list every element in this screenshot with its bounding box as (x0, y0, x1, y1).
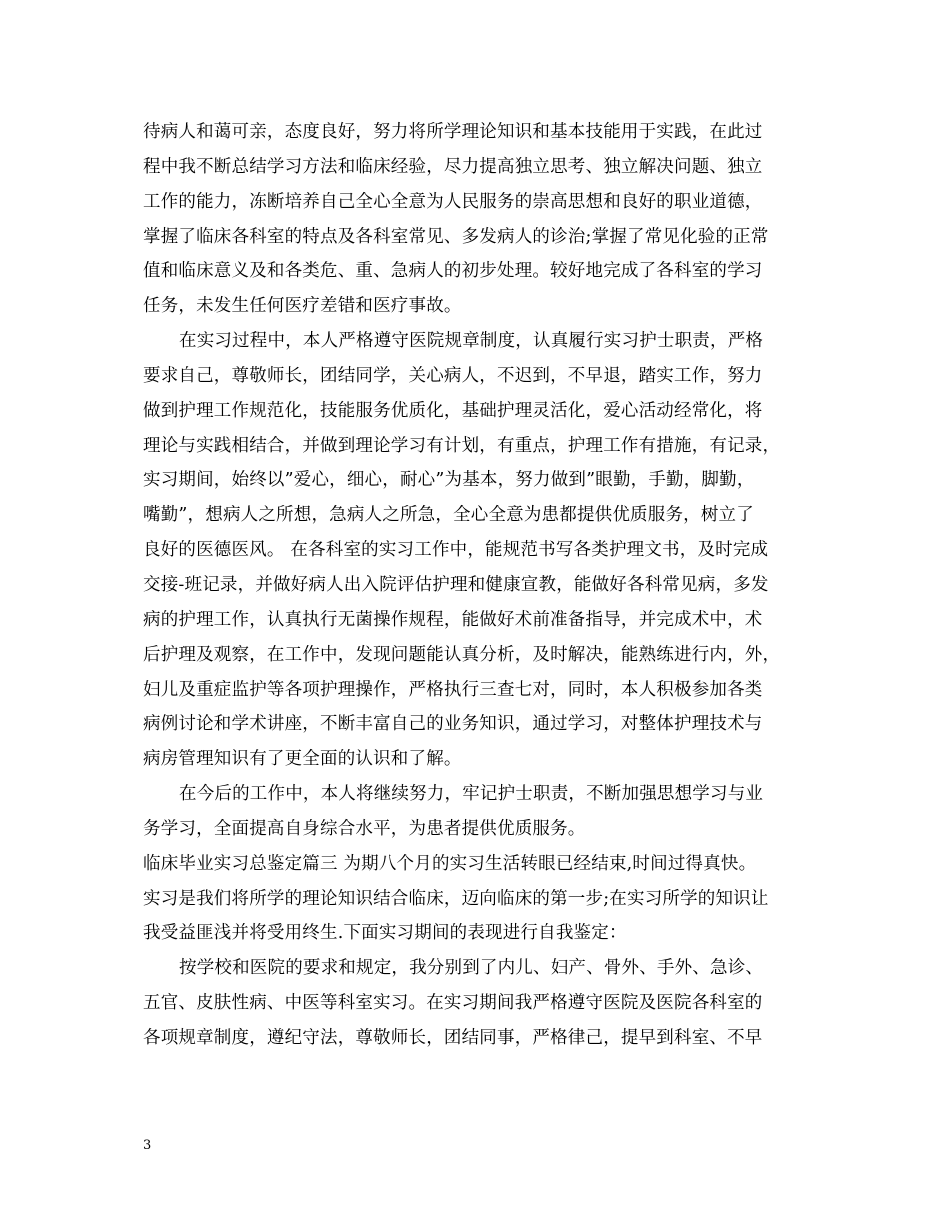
text-line: 实习是我们将所学的理论知识结合临床，迈向临床的第一步;在实习所学的知识让 (143, 888, 769, 909)
text-line: 做到护理工作规范化，技能服务优质化，基础护理灵活化，爱心活动经常化，将 (143, 400, 763, 421)
text-line: 掌握了临床各科室的特点及各科室常见、多发病人的诊治;掌握了常见化验的正常 (143, 226, 769, 247)
text-line: 病例讨论和学术讲座，不断丰富自己的业务知识，通过学习，对整体护理技术与 (143, 714, 763, 735)
text-line: 各项规章制度，遵纪守法，尊敬师长，团结同事，严格律己，提早到科室、不早 (143, 1027, 763, 1048)
text-line: 待病人和蔼可亲，态度良好，努力将所学理论知识和基本技能用于实践，在此过 (143, 122, 763, 142)
paragraph-first-line: 在今后的工作中，本人将继续努力，牢记护士职责，不断加强思想学习与业 (179, 784, 764, 805)
text-line: 五官、皮肤性病、中医等科室实习。在实习期间我严格遵守医院及医院各科室的 (143, 993, 763, 1014)
text-line: 病房管理知识有了更全面的认识和了解。 (143, 749, 462, 770)
text-line: 妇儿及重症监护等各项护理操作，严格执行三查七对，同时，本人积极参加各类 (143, 679, 763, 700)
text-line: 良好的医德医风。 在各科室的实习工作中，能规范书写各类护理文书，及时完成 (143, 540, 769, 561)
section-heading-line: 临床毕业实习总鉴定篇三 为期八个月的实习生活转眼已经结束,时间过得真快。 (143, 853, 757, 874)
text-line: 程中我不断总结学习方法和临床经验，尽力提高独立思考、独立解决问题、独立 (143, 156, 763, 177)
text-line: 我受益匪浅并将受用终生.下面实习期间的表现进行自我鉴定： (143, 923, 627, 944)
text-line: 实习期间，始终以”爱心，细心，耐心”为基本，努力做到”眼勤，手勤，脚勤， (143, 470, 755, 491)
text-line: 值和临床意义及和各类危、重、急病人的初步处理。较好地完成了各科室的学习 (143, 261, 763, 282)
text-line: 理论与实践相结合，并做到理论学习有计划，有重点，护理工作有措施，有记录， (143, 435, 781, 456)
paragraph-first-line: 按学校和医院的要求和规定，我分别到了内儿、妇产、骨外、手外、急诊、 (179, 958, 764, 979)
document-body (143, 115, 833, 1056)
text-line: 要求自己，尊敬师长，团结同学，关心病人，不迟到，不早退，踏实工作，努力 (143, 365, 763, 386)
text-line: 任务，未发生任何医疗差错和医疗事故。 (143, 296, 462, 317)
text-line: 嘴勤”，想病人之所想，急病人之所急，全心全意为患都提供优质服务，树立了 (143, 505, 754, 526)
text-line: 病的护理工作，认真执行无菌操作规程，能做好术前准备指导，并完成术中，术 (143, 609, 763, 630)
page-number: 3 (143, 1138, 152, 1153)
text-line: 务学习，全面提高自身综合水平，为患者提供优质服务。 (143, 818, 586, 839)
paragraph-first-line: 在实习过程中，本人严格遵守医院规章制度，认真履行实习护士职责，严格 (179, 331, 764, 352)
text-line: 交接-班记录，并做好病人出入院评估护理和健康宣教，能做好各科常见病，多发 (143, 574, 769, 595)
text-line: 工作的能力，冻断培养自己全心全意为人民服务的崇高思想和良好的职业道德， (143, 191, 763, 212)
text-line: 后护理及观察，在工作中，发现问题能认真分析，及时解决，能熟练进行内，外， (143, 644, 781, 665)
